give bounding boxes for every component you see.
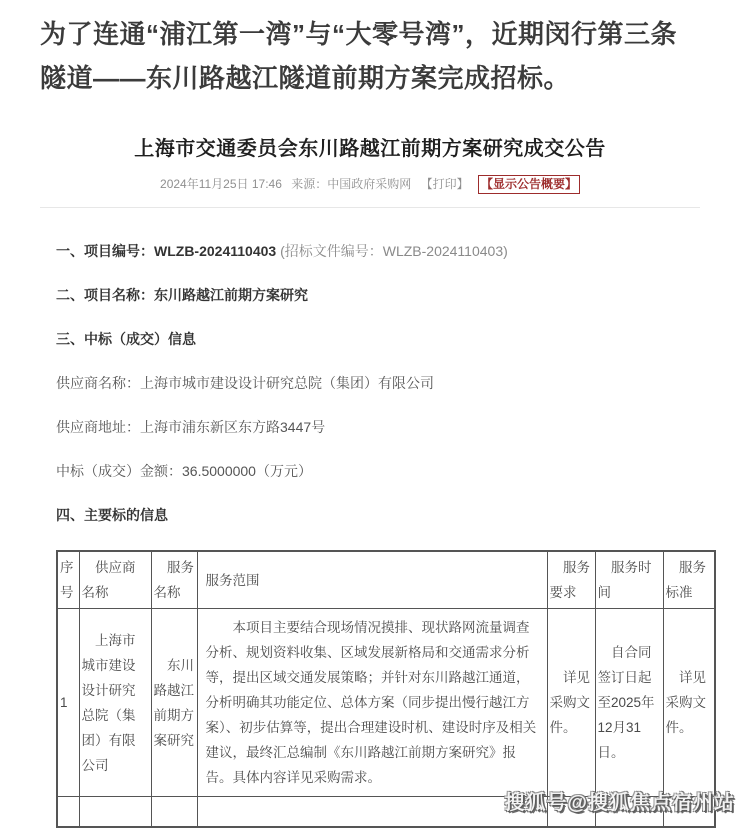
table-row xyxy=(57,609,715,797)
show-summary-button[interactable]: 【显示公告概要】 xyxy=(478,175,580,194)
empty-cell xyxy=(57,797,79,827)
section-project-number xyxy=(56,242,700,260)
award-info-heading: 三、中标（成交）信息 xyxy=(56,331,196,347)
empty-cell xyxy=(151,797,197,827)
col-header-service-requirement: 服务要求 xyxy=(547,551,595,609)
sohu-watermark: 搜狐号@搜狐焦点宿州站 xyxy=(504,792,735,814)
project-name-value: 东川路越江前期方案研究 xyxy=(154,287,308,303)
section-main-subject-heading xyxy=(56,506,700,524)
section-project-name xyxy=(56,286,700,304)
section-award-info-heading xyxy=(56,330,700,348)
award-amount-label: 中标（成交）金额： xyxy=(56,463,182,479)
col-header-supplier: 供应商名称 xyxy=(79,551,151,609)
award-amount-value: 36.5000000（万元） xyxy=(182,463,312,479)
table-header-row xyxy=(57,551,715,609)
supplier-name-value: 上海市城市建设设计研究总院（集团）有限公司 xyxy=(140,375,434,391)
award-amount-line xyxy=(56,462,700,480)
cell-service-name: 东川路越江前期方案研究 xyxy=(151,609,197,797)
announcement-body xyxy=(0,208,740,524)
announcement-title: 上海市交通委员会东川路越江前期方案研究成交公告 xyxy=(134,138,606,160)
supplier-name-label: 供应商名称： xyxy=(56,375,140,391)
project-number-value: WLZB-2024110403 xyxy=(154,243,277,259)
cell-service-time: 自合同签订日起至2025年12月31日。 xyxy=(595,609,663,797)
col-header-service-scope: 服务范围 xyxy=(197,551,547,609)
supplier-address-label: 供应商地址： xyxy=(56,419,140,435)
project-number-label: 一、项目编号： xyxy=(56,243,154,259)
empty-cell xyxy=(79,797,151,827)
project-number-note: (招标文件编号：WLZB-2024110403) xyxy=(280,243,508,259)
col-header-service-time: 服务时间 xyxy=(595,551,663,609)
main-subject-heading: 四、主要标的信息 xyxy=(56,507,168,523)
cell-serial: 1 xyxy=(57,609,79,797)
cell-supplier: 上海市城市建设设计研究总院（集团）有限公司 xyxy=(79,609,151,797)
col-header-service-name: 服务名称 xyxy=(151,551,197,609)
cell-service-standard: 详见采购文件。 xyxy=(663,609,715,797)
lede-headline: 为了连通“浦江第一湾”与“大零号湾”，近期闵行第三条隧道——东川路越江隧道前期方案完成招标。 xyxy=(40,19,678,93)
meta-source: 来源：中国政府采购网 xyxy=(291,177,412,191)
col-header-service-standard: 服务标准 xyxy=(663,551,715,609)
supplier-name-line xyxy=(56,374,700,392)
print-button[interactable]: 【打印】 xyxy=(420,177,469,191)
empty-cell xyxy=(197,797,547,827)
meta-line xyxy=(0,175,740,194)
project-name-label: 二、项目名称： xyxy=(56,287,154,303)
col-header-serial: 序号 xyxy=(57,551,79,609)
supplier-address-line xyxy=(56,418,700,436)
meta-datetime: 2024年11月25日 17:46 xyxy=(160,177,282,191)
supplier-address-value: 上海市浦东新区东方路3447号 xyxy=(140,419,326,435)
cell-service-requirement: 详见采购文件。 xyxy=(547,609,595,797)
cell-service-scope: 本项目主要结合现场情况摸排、现状路网流量调查分析、规划资料收集、区域发展新格局和交通需求分析等，提出区域交通发展策略；并针对东川路越江通道，分析明确其功能定位、总体方案（同步提出慢行越江方案）、初步估算等，提出合理建设时机、建设时序及相关建议，最终汇总编制《东川路越江前期方案研究》报告。具体内容详见采购需求。 xyxy=(197,609,547,797)
